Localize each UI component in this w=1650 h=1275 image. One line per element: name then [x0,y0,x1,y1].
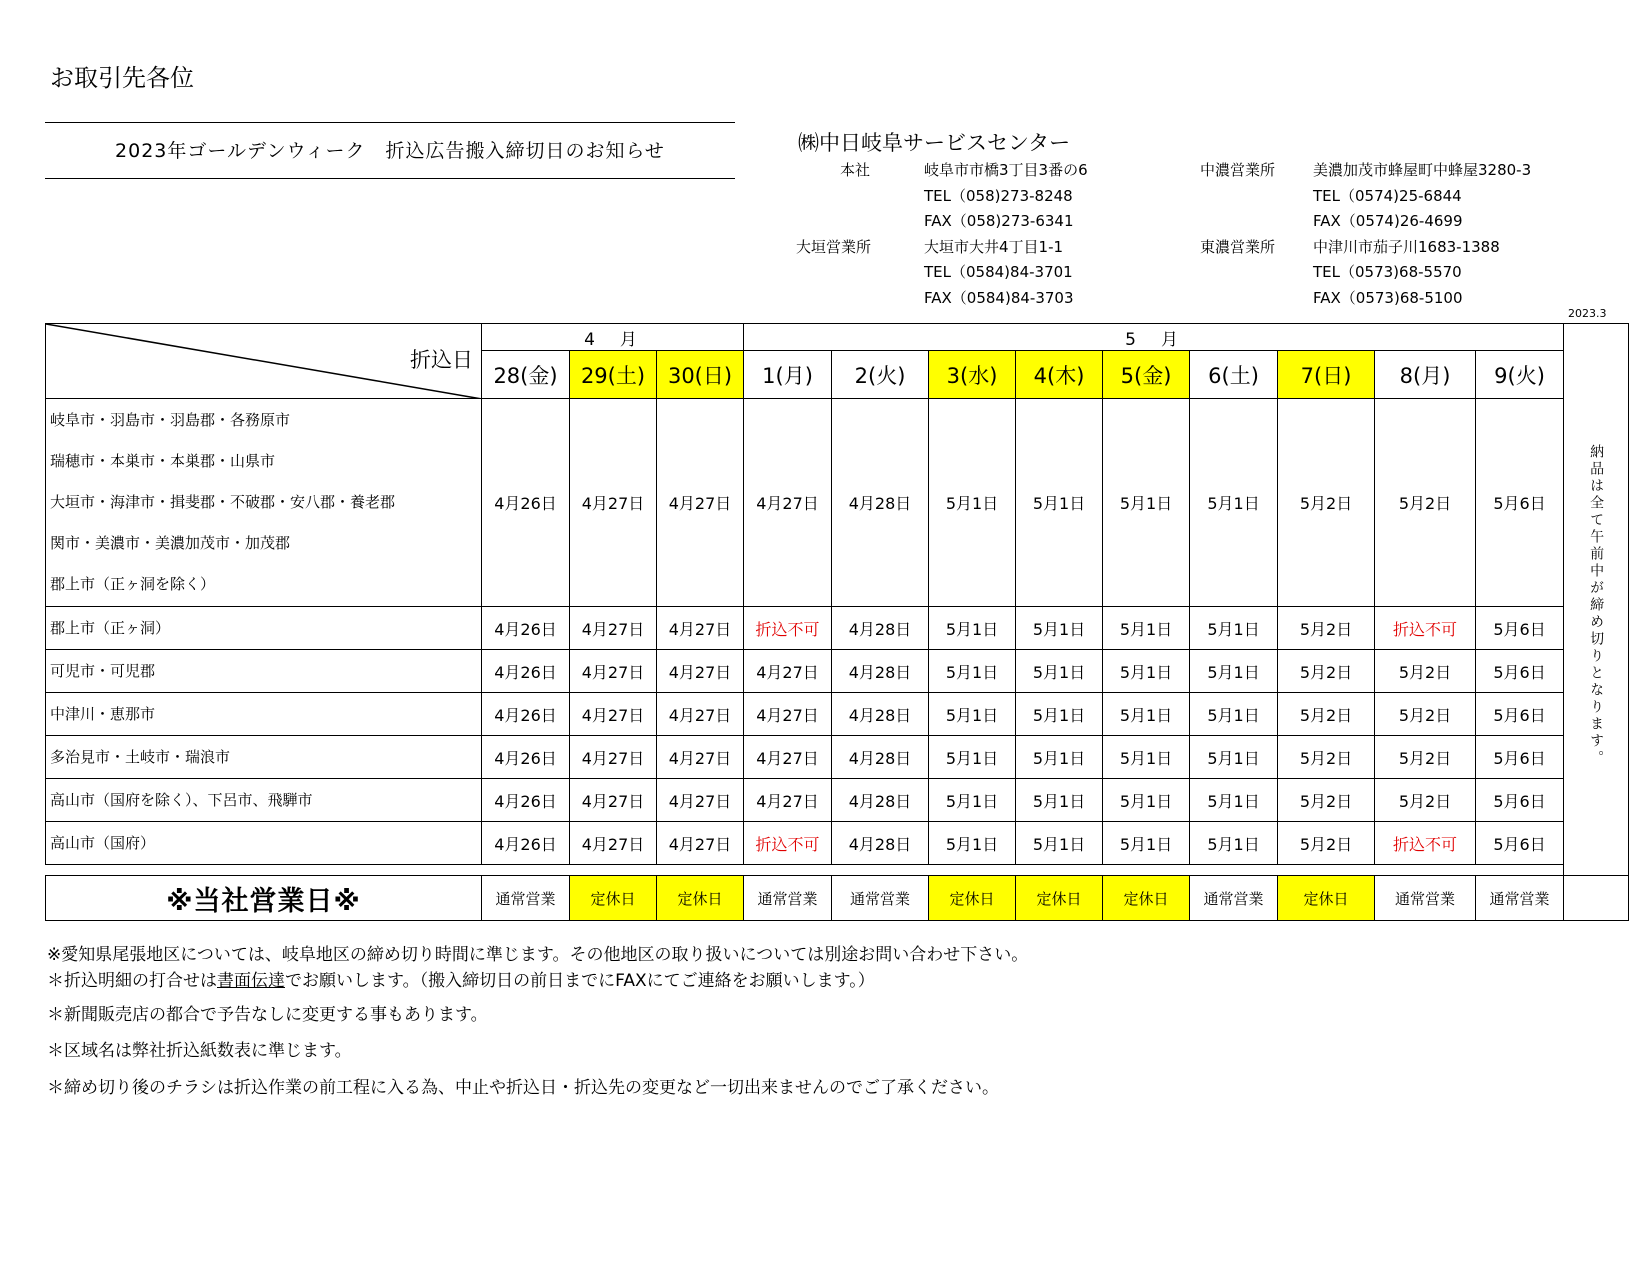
deadline-cell: 5月1日 [1103,607,1190,650]
office-fax: FAX（0584)84-3703 [924,289,1074,307]
table-row [46,693,1629,736]
deadline-cell: 5月6日 [1476,822,1564,865]
deadline-cell: 5月1日 [1190,822,1278,865]
year-note: 2023.3 [1568,307,1607,320]
deadline-cell: 4月27日 [570,693,657,736]
area-name: 大垣市・海津市・揖斐郡・不破郡・安八郡・養老郡 [50,493,396,511]
day-header: 30(日) [657,351,744,399]
deadline-cell: 4月27日 [657,779,744,822]
business-status: 定休日 [657,876,744,921]
deadline-cell: 5月1日 [1103,693,1190,736]
business-status: 通常営業 [482,876,570,921]
deadline-cell: 4月26日 [482,779,570,822]
deadline-cell: 5月1日 [1190,736,1278,779]
notice-title: 2023年ゴールデンウィーク 折込広告搬入締切日のお知らせ [115,140,665,162]
area-cell [46,693,482,736]
day-header: 6(土) [1190,351,1278,399]
note-2-text-rest: でお願いします。（搬入締切日の前日までにFAXにてご連絡をお願いします。） [285,971,875,991]
deadline-cell: 5月1日 [1016,779,1103,822]
deadline-cell: 5月2日 [1278,650,1375,693]
deadline-cell: 5月2日 [1375,399,1476,607]
deadline-cell: 4月27日 [570,399,657,607]
day-header: 2(火) [832,351,929,399]
deadline-cell: 5月1日 [1016,822,1103,865]
area-cell [46,779,482,822]
deadline-cell: 4月27日 [570,650,657,693]
deadline-cell: 4月27日 [744,736,832,779]
deadline-cell: 5月2日 [1278,779,1375,822]
business-status: 通常営業 [744,876,832,921]
business-status: 通常営業 [1190,876,1278,921]
area-name: 関市・美濃市・美濃加茂市・加茂郡 [50,534,291,552]
deadline-cell: 4月28日 [832,779,929,822]
deadline-cell: 4月27日 [570,607,657,650]
deadline-cell: 5月1日 [1016,736,1103,779]
deadline-cell: 4月27日 [744,399,832,607]
deadline-cell: 5月1日 [929,650,1016,693]
day-header: 29(土) [570,351,657,399]
deadline-cell: 4月26日 [482,650,570,693]
day-header: 7(日) [1278,351,1375,399]
deadline-cell: 5月6日 [1476,693,1564,736]
business-status: 定休日 [1016,876,1103,921]
area-name: 郡上市（正ヶ洞を除く） [50,575,216,593]
deadline-cell: 5月2日 [1375,693,1476,736]
deadline-cell: 5月1日 [1103,650,1190,693]
table-row [46,736,1629,779]
business-status: 定休日 [1278,876,1375,921]
deadline-cell: 折込不可 [1375,607,1476,650]
deadline-cell: 5月1日 [1103,399,1190,607]
side-note: 納品は全て午前中が締め切りとなります。 [1588,444,1605,767]
office-fax: FAX（0574)26-4699 [1313,212,1463,230]
deadline-cell: 5月1日 [1190,607,1278,650]
office-name: 大垣営業所 [796,238,872,256]
deadline-cell: 5月1日 [929,693,1016,736]
office-tel: TEL（0573)68-5570 [1313,263,1462,281]
separator-cell [46,865,1564,876]
month-may: 5 月 [744,324,1564,351]
deadline-cell: 4月26日 [482,822,570,865]
deadline-cell: 5月6日 [1476,399,1564,607]
deadline-cell: 4月26日 [482,736,570,779]
day-header: 28(金) [482,351,570,399]
deadline-cell: 5月1日 [929,779,1016,822]
header-diagonal-cell [46,324,482,399]
header-label: 折込日 [410,348,473,372]
office-address: 岐阜市市橋3丁目3番の6 [924,161,1088,179]
deadline-cell: 5月1日 [929,607,1016,650]
deadline-cell: 5月2日 [1278,693,1375,736]
deadline-cell: 5月2日 [1278,736,1375,779]
deadline-cell: 5月1日 [1190,399,1278,607]
deadline-cell: 5月1日 [1016,650,1103,693]
deadline-cell: 5月1日 [1190,650,1278,693]
deadline-cell: 4月27日 [570,736,657,779]
office-fax: FAX（0573)68-5100 [1313,289,1463,307]
area-cell [46,822,482,865]
deadline-cell: 5月2日 [1278,607,1375,650]
area-name: 多治見市・土岐市・瑞浪市 [50,747,231,766]
table-row [46,779,1629,822]
table-row [46,650,1629,693]
deadline-cell: 5月2日 [1375,736,1476,779]
business-side-cell [1564,876,1629,921]
area-cell [46,736,482,779]
office-address: 美濃加茂市蜂屋町中蜂屋3280-3 [1313,161,1532,179]
table-row [46,607,1629,650]
deadline-cell: 4月28日 [832,607,929,650]
deadline-cell: 4月27日 [570,822,657,865]
deadline-cell: 折込不可 [744,607,832,650]
deadline-cell: 4月27日 [657,693,744,736]
area-name: 高山市（国府） [50,833,156,852]
deadline-cell: 5月1日 [929,399,1016,607]
day-header: 9(火) [1476,351,1564,399]
area-cell [46,650,482,693]
business-status: 通常営業 [1375,876,1476,921]
business-status: 定休日 [929,876,1016,921]
business-row [46,876,1629,921]
deadline-cell: 5月2日 [1375,779,1476,822]
deadline-cell: 5月1日 [1190,779,1278,822]
area-name: 中津川・恵那市 [50,704,156,723]
note-3: ＊新聞販売店の都合で予告なしに変更する事もあります。 [47,1005,488,1025]
area-cell [46,399,482,607]
title-rule-top [45,122,735,123]
area-name: 岐阜市・羽島市・羽島郡・各務原市 [50,411,291,429]
deadline-cell: 4月27日 [657,607,744,650]
note-2-text: ＊折込明細の打合せは [47,971,217,991]
area-cell [46,607,482,650]
day-header: 4(木) [1016,351,1103,399]
deadline-cell: 5月2日 [1278,399,1375,607]
deadline-cell: 4月27日 [657,399,744,607]
day-header: 8(月) [1375,351,1476,399]
deadline-cell: 4月27日 [657,822,744,865]
day-header: 5(金) [1103,351,1190,399]
business-status: 定休日 [1103,876,1190,921]
office-name: 中濃営業所 [1200,161,1276,179]
side-note-cell [1564,324,1629,876]
deadline-cell: 5月1日 [1103,779,1190,822]
deadline-cell: 5月1日 [1190,693,1278,736]
office-fax: FAX（058)273-6341 [924,212,1074,230]
title-rule-bottom [45,178,735,179]
deadline-cell: 5月1日 [1016,693,1103,736]
note-5: ＊締め切り後のチラシは折込作業の前工程に入る為、中止や折込日・折込先の変更など一切出来ませんのでご了承ください。 [47,1078,999,1098]
business-status: 通常営業 [832,876,929,921]
deadline-cell: 5月6日 [1476,607,1564,650]
area-name: 高山市（国府を除く）、下呂市、飛騨市 [50,790,313,809]
deadline-cell: 4月28日 [832,399,929,607]
business-status: 通常営業 [1476,876,1564,921]
deadline-cell: 5月2日 [1375,650,1476,693]
deadline-cell: 5月1日 [929,822,1016,865]
deadline-cell: 4月26日 [482,607,570,650]
deadline-cell: 4月27日 [570,779,657,822]
company-name: ㈱中日岐阜サービスセンター [798,131,1071,155]
office-address: 大垣市大井4丁目1-1 [924,238,1064,256]
month-april: 4 月 [482,324,744,351]
deadline-cell: 4月28日 [832,822,929,865]
deadline-cell: 4月27日 [744,693,832,736]
deadline-cell: 折込不可 [744,822,832,865]
table-row [46,822,1629,865]
deadline-cell: 4月28日 [832,736,929,779]
deadline-cell: 5月1日 [1016,399,1103,607]
deadline-cell: 5月1日 [929,736,1016,779]
office-tel: TEL（0574)25-6844 [1313,187,1462,205]
deadline-cell: 5月1日 [1103,736,1190,779]
deadline-cell: 4月28日 [832,650,929,693]
deadline-cell: 4月27日 [744,779,832,822]
deadline-cell: 4月28日 [832,693,929,736]
business-title: ※当社営業日※ [46,876,482,921]
note-2-underline: 書面伝達 [217,971,285,991]
deadline-cell: 折込不可 [1375,822,1476,865]
deadline-cell: 5月1日 [1016,607,1103,650]
deadline-cell: 5月6日 [1476,736,1564,779]
office-tel: TEL（0584)84-3701 [924,263,1073,281]
separator-row [46,865,1629,876]
deadline-cell: 5月2日 [1278,822,1375,865]
table-row [46,399,1629,607]
deadline-cell: 4月26日 [482,693,570,736]
deadline-cell: 4月27日 [744,650,832,693]
note-4: ＊区域名は弊社折込紙数表に準じます。 [47,1041,352,1061]
business-status: 定休日 [570,876,657,921]
area-name: 可児市・可児郡 [50,661,156,680]
office-address: 中津川市茄子川1683-1388 [1313,238,1500,256]
area-name: 瑞穂市・本巣市・本巣郡・山県市 [50,452,276,470]
deadline-cell: 5月6日 [1476,779,1564,822]
deadline-cell: 4月27日 [657,736,744,779]
deadline-cell: 5月6日 [1476,650,1564,693]
deadline-cell: 5月1日 [1103,822,1190,865]
office-tel: TEL（058)273-8248 [924,187,1073,205]
note-1: ※愛知県尾張地区については、岐阜地区の締め切り時間に準じます。その他地区の取り扱いについては別途お問い合わせ下さい。 [47,945,1029,965]
day-header: 1(月) [744,351,832,399]
day-header: 3(水) [929,351,1016,399]
office-name: 東濃営業所 [1200,238,1276,256]
deadline-cell: 4月26日 [482,399,570,607]
deadline-cell: 4月27日 [657,650,744,693]
office-name: 本社 [840,161,871,179]
area-name: 郡上市（正ヶ洞） [50,618,171,637]
note-2 [47,966,875,991]
greeting: お取引先各位 [50,64,194,92]
schedule-table [45,323,1629,921]
